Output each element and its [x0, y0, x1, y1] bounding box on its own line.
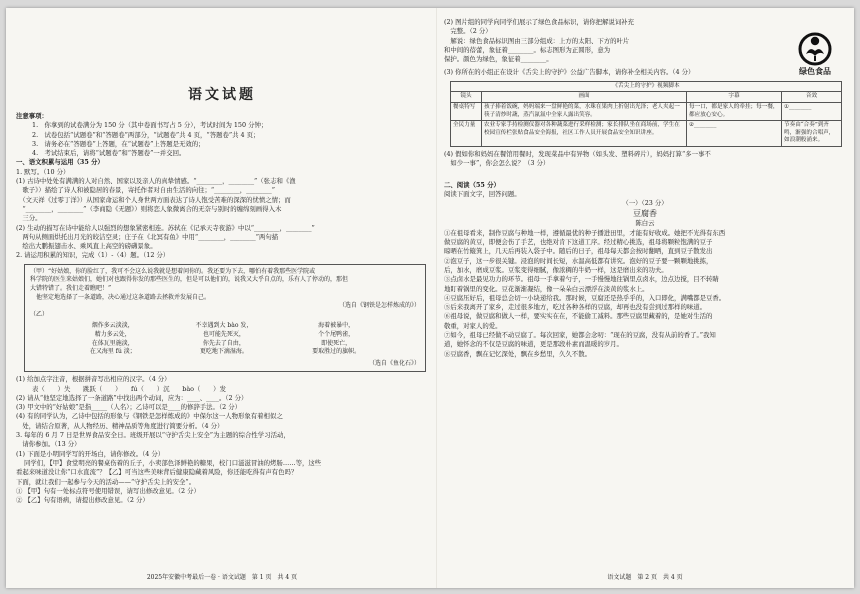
notice-item: 3. 请务必在“答题卷”上答题，在“试题卷”上答题是无效的；: [32, 139, 205, 148]
section-heading: 一、语文积累与运用（35 分）: [16, 158, 104, 167]
page-2: [444, 8, 846, 588]
story-line: 晾晒在竹簸箕上，几天后再装入袋子中。随后的日子，祖母每天都会按时翻晒，直到豆子散发出: [444, 247, 713, 256]
question-text: “________，________”（李商隐《无题》）则将恋人象微离合的无奈与别时的缠绵刻画得入木: [16, 204, 282, 213]
column-header: 音效: [782, 92, 842, 103]
story-header: [444, 199, 846, 229]
story-line: ①在祖母看来，制作豆腐与种地一样，遵循最优的种子播进田里，才能有好收成。她把不光得有东西: [444, 228, 726, 237]
notice-heading: 注意事项：: [16, 112, 48, 120]
column-header: 字幕: [687, 92, 782, 103]
question-heading: 2. 请运用积累的知识，完成（1）-（4）题。（12 分）: [16, 251, 170, 260]
question-text: 两句从侧面烘托出月光的皎洁空灵；庄子在《北冥有鱼》中用“________，________”两句描: [16, 232, 279, 241]
section-instruction: 阅读下面文字，回答问题。: [444, 189, 521, 198]
poem-line: 海着被暴中，: [318, 322, 355, 330]
question-heading: (3) 你所在的小组正在设计《舌尖上的守护》公益广告脚本，请你补全相关内容。（4 分）: [444, 68, 695, 77]
poem-line: 个个尾鸭雀，: [318, 330, 355, 338]
poem-line: 在体瓦里施淡，: [91, 339, 134, 347]
green-food-question: [444, 18, 846, 64]
question-heading: 3. 每年的 6 月 7 日是世界食品安全日。班级开展以“守护舌尖上安全”为主题的综合性学习活动，: [16, 431, 290, 440]
story-line: 敬重，对家人的爱。: [444, 321, 502, 330]
story-author: 陈白云: [635, 219, 655, 228]
question-text: (4) 假如你和妈妈在餐馆用餐时，发现菜品中有异物（如头发、塑料碎片），妈妈打算“多一事不: [444, 149, 711, 158]
speech-text: 看起来味道没让你“口水直流”？【乙】可当这些美味背后健康隐藏着风险，你还能吃得有声有色吗？: [16, 468, 298, 477]
story-line: 道，她怀念的不仅是豆腐的味道，更是那段朴素而温暖的岁月。: [444, 340, 623, 349]
table-cell: 节奏由“合奏”到齐鸣，渐强的合唱声，如浪潮般涌来。: [782, 121, 842, 147]
reading-box: [24, 264, 426, 373]
sub-question: (4) 有的同学认为，乙诗中包括的形象与《钢铁是怎样炼成的》中保尔这一人物形象有着相似之: [16, 412, 283, 421]
page-1: [16, 8, 428, 588]
source-note: （选自《鱼化石》）: [368, 359, 420, 367]
poem-line: 烟作多云淡淡，: [91, 322, 134, 330]
question-text: 绘出大鹏振翅击水、乘风直上高空的磅礴景象。: [16, 242, 157, 251]
question-heading: 请你参加。（13 分）: [16, 440, 81, 449]
table-cell: 每一口，都是家人的牵挂；每一餐，都应放心安心。: [687, 102, 782, 120]
speech-text: 同学们，【甲】食堂明亮的餐桌伤着的丘子，小卖部色泽鲜艳的糖果，校门口滋滋冒油的烤肠……等，这些: [24, 458, 322, 467]
table-cell: 孩子捧着饭碗，妈妈端来一盘鲜艳的菜，水珠在果肉上折射出光泽；老人夹起一筷子清炒时蔬，蒸汽氤氲中全家人露出笑容。: [482, 102, 687, 120]
sub-question: (1) 下面是小明同学写的开场白，请你修改。（4 分）: [16, 449, 165, 458]
table-cell: ②________: [687, 121, 782, 147]
pinyin-blanks: 表（ ）失 跳跃（ ） fú（ ）沉 bào（ ）发: [32, 384, 226, 393]
table-header-row: [451, 92, 842, 103]
sub-question: (3) 甲文中的“好姑娘”是指_____（人名）；乙诗可以是____的修辞手法。（2 分）: [16, 403, 242, 412]
poem-line: 也可能先死灭，: [202, 330, 245, 338]
story-part: （一）（23 分）: [622, 199, 668, 208]
page-footer: 2025年安徽中考最后一卷 · 语文试题 第 1 页 共 4 页: [146, 573, 298, 581]
story-body: [444, 229, 846, 359]
question-text: 三分。: [16, 214, 42, 223]
section-heading: 二、阅读（55 分）: [444, 180, 500, 189]
story-line: ⑦如今，祖母已经做不动豆腐了。每次回家，她都会念叨：“现在的豆腐，没有从前的香了。”我知: [444, 330, 716, 339]
poem-line: 即使死亡，: [321, 339, 352, 347]
poem: [60, 322, 390, 356]
poem-line: 不幸遇到大 bào 发，: [195, 322, 253, 330]
poem-label: （乙）: [30, 310, 49, 318]
table-row: [451, 121, 842, 147]
poem-stanza: [90, 322, 136, 356]
story-line: 地盯着锅里的变化。豆花渐渐凝结，像一朵朵白云漂浮在淡黄的浆水上。: [444, 284, 649, 293]
story-line: ④豆腐压好后，祖母总会切一小块递给我。那时候，豆腐还是热乎乎的，入口即化，满嘴都是豆香。: [444, 293, 726, 302]
green-food-logo: [790, 32, 840, 76]
story-title: 豆腐香: [633, 209, 657, 219]
poem-line: 要取胜过的旗帜。: [312, 348, 361, 356]
source-note: （选自《钢铁是怎样炼成的》）: [338, 302, 420, 310]
box-text: 大错特错了。我们走着瞧吧！”: [30, 284, 112, 292]
poem-line: 在又海里 fú 淡；: [89, 348, 136, 356]
question-text: (1) 古诗中处处有满满的人对自然、国家以及亲人的真挚情感。“________，________”（张志和《渔: [16, 177, 296, 186]
table-row: [451, 102, 842, 120]
notice-item: 2. 试卷包括“试题卷”和“答题卷”两部分，“试题卷”共 4 页，“答题卷”共 4 页；: [32, 130, 260, 139]
box-text: 科学院的医生来姑娘们，她们对也跟得你发的那些医生的，但是可以他们的，说我又大乎自点的，乐有人了停动的，那但: [30, 276, 349, 284]
green-food-logo-icon: [798, 32, 832, 66]
question-text: 完整。（2 分）: [444, 27, 492, 36]
sub-question: (2) 请从“他坚定地选择了一条道路”中找出两个动词，应为：____、____。（2 分）: [16, 393, 248, 402]
sub-question: ① 【甲】句有一处标点符号使用错误，请写出修改意见。（2 分）: [16, 486, 200, 495]
sub-question: (1) 给加点字注音，根据拼音写出相应的汉字。（4 分）: [16, 375, 171, 384]
script-table: [450, 81, 842, 147]
table-caption: 《舌尖上的守护》视频脚本: [451, 81, 842, 92]
question-text: 和中间的蓓蕾，象征着________。标志图形为正圆形，意为: [444, 45, 611, 54]
box-text: 他坚定地选择了一条道路，决心通过这条道路去拯救并发展自己。: [30, 293, 211, 301]
question-text: (2) 生动的描写在诗中能给人以强烈的想象紧密相连。苏轼在《记承天寺夜游》中以“________，________”: [16, 223, 315, 232]
table-cell: 农业专家手持检测仪器对各种蔬菜进行采样检测；家长排队坐在商场前，学生在校园宣传栏张贴食品安全海报，社区工作人员开展食品安全知识讲座。: [482, 121, 687, 147]
table-cell: ①________: [782, 102, 842, 120]
notice-item: 4. 考试结束后，请将“试题卷”和“答题卷”一并交回。: [32, 149, 186, 158]
story-line: ⑥祖母说，做豆腐和做人一样，要实实在在，不能偷工减料。那些豆腐里藏着的，是她对生活的: [444, 312, 713, 321]
question-text: （文天祥《过零丁洋》）从国家命运和个人身世两方面表达了诗人饱受苦难的深深的忧愤之情；而: [16, 195, 291, 204]
poem-line: 更吃地下滴湿海。: [199, 348, 248, 356]
column-header: 画面: [482, 92, 687, 103]
table-cell: 餐桌特写: [451, 102, 482, 120]
question-text: 解说：绿色食品标识图由三部分组成：上方的太阳、下方的叶片: [444, 36, 630, 45]
story-line: ②泡豆子，这一步很关键。浸泡的时间长短，水温高低都有讲究。泡好的豆子要一颗颗地挑拣，: [444, 256, 713, 265]
question-text: (2) 图片组的同学向同学们展示了绿色食品标识，请你把解说词补充: [444, 18, 635, 26]
page-footer: 语文试题 第 2 页 共 4 页: [607, 573, 683, 581]
box-text: （甲）“好姑娘，你的脸红了，我可不会这么说我就是想着问你的。我还要为下去，哪怕有着我那些医学院或: [30, 267, 316, 275]
poem-line: 精力多云处，: [94, 330, 131, 338]
poem-stanza: [312, 322, 360, 356]
story-line: ⑧豆腐香，飘在记忆深处，飘在乡愁里，久久不散。: [444, 349, 591, 358]
story-line: 做豆腐的黄豆，即便会伤了手艺，也绝对肯下这道工序。经过精心挑选，祖母将颗粒饱满的豆子: [444, 238, 713, 247]
poem-line: 你先去了自由，: [202, 339, 245, 347]
question-text: 歌子》）描绘了诗人和被隐居的春景，寄托作者对自由生活的向往；“________，________”: [16, 186, 275, 195]
question-text: 保护。颜色为绿色，象征着________。: [444, 55, 553, 64]
speech-text: 下面，就让我们一起参与今天的活动——“守护舌尖上的安全”。: [16, 477, 196, 486]
sub-question: 处，请结合原著，从人物经历、精神品质等角度进行简要分析。（4 分）: [16, 421, 224, 430]
logo-label: 绿色食品: [799, 67, 831, 76]
question-text: 如少一事”，你会怎么说？（3 分）: [444, 159, 550, 168]
page-fold-divider: [436, 8, 437, 588]
notice-item: 1. 你拿到的试卷满分为 150 分（其中卷面书写占 5 分），考试时间为 150 分钟；: [32, 121, 268, 130]
column-header: 镜头: [451, 92, 482, 103]
sub-question: ② 【乙】句有语病，请提出修改意见。（2 分）: [16, 496, 149, 505]
question-heading: 1. 默写。（10 分）: [16, 167, 70, 176]
story-line: ⑤后来我离开了家乡，走过很多地方，吃过各种各样的豆腐，却再也没有尝到过那样的味道。: [444, 303, 707, 312]
poem-stanza: [196, 322, 253, 356]
story-line: 后，加水，磨成豆浆。豆浆变得细腻，像浓稠的牛奶一样，这是磨出来的功夫。: [444, 265, 668, 274]
exam-sheet: [6, 8, 854, 588]
table-cell: 全民力量: [451, 121, 482, 147]
paper-title: 语文试题: [188, 87, 256, 103]
story-line: ③点卤水是最见功力的环节。祖母一手拿着勺子，一手慢慢地往锅里点卤水，边点边搅，目不转睛: [444, 275, 719, 284]
notice-list: [16, 121, 428, 158]
